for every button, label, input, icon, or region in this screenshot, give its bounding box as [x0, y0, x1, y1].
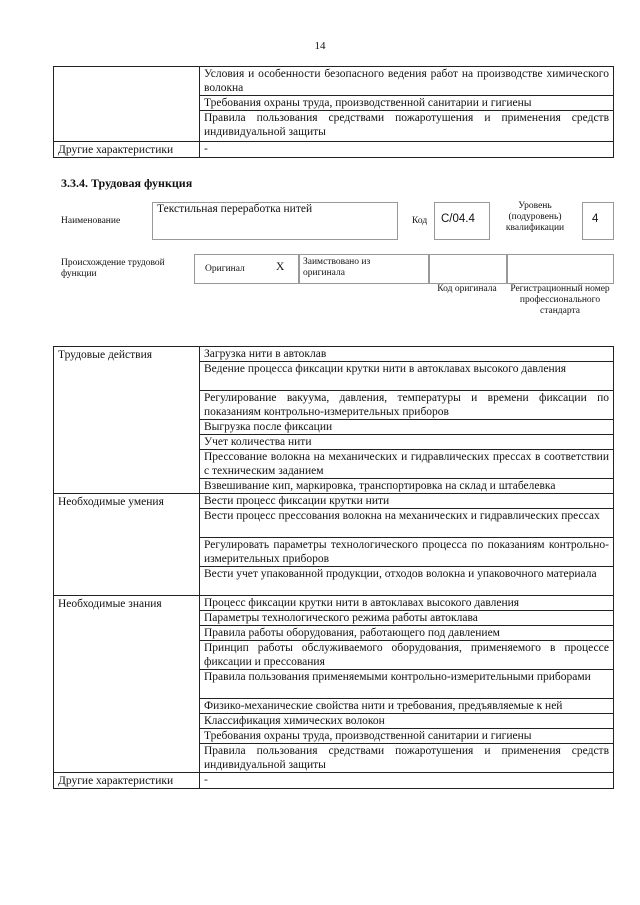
list-item: Выгрузка после фиксации [200, 420, 614, 435]
main-other-value: - [200, 773, 614, 789]
list-item: Учет количества нити [200, 435, 614, 450]
list-item: Загрузка нити в автоклав [200, 347, 614, 362]
list-item: Регулирование вакуума, давления, температуры и времени фиксации по показаниям контрольно-измерительных приборов [200, 391, 614, 420]
original-mark: X [276, 261, 285, 273]
code-original-label: Код оригинала [437, 284, 497, 294]
reg-number-box [506, 254, 614, 284]
page-number: 14 [314, 40, 326, 52]
list-item: Правила работы оборудования, работающего под давлением [200, 626, 614, 641]
top-other-value: - [200, 142, 614, 158]
list-item: Ведение процесса фиксации крутки нити в автоклавах высокого давления [200, 362, 614, 391]
group-label-skills: Необходимые умения [54, 494, 200, 596]
top-table-row: Правила пользования средствами пожаротушения и применения средств индивидуальной защиты [200, 111, 614, 142]
top-table-row: Условия и особенности безопасного ведения работ на производстве химического волокна [200, 67, 614, 96]
list-item: Взвешивание кип, маркировка, транспортировка на склад и штабелевка [200, 479, 614, 494]
group-label-knowledge: Необходимые знания [54, 596, 200, 773]
list-item: Прессование волокна на механических и гидравлических прессах в соответствии с техническим заданием [200, 450, 614, 479]
top-table-empty-label-cell [54, 67, 200, 142]
list-item: Вести учет упакованной продукции, отходов волокна и упаковочного материала [200, 567, 614, 596]
name-label: Наименование [61, 216, 121, 226]
list-item: Правила пользования применяемыми контрольно-измерительными приборами [200, 670, 614, 699]
main-table [53, 346, 614, 789]
top-other-label: Другие характеристики [54, 142, 200, 158]
original-label: Оригинал [205, 264, 245, 274]
code-original-box [428, 254, 508, 284]
name-value: Текстильная переработка нитей [157, 203, 313, 215]
top-table-row: Требования охраны труда, производственной санитарии и гигиены [200, 96, 614, 111]
top-table [53, 66, 614, 158]
list-item: Требования охраны труда, производственной санитарии и гигиены [200, 729, 614, 744]
list-item: Вести процесс прессования волокна на механических и гидравлических прессах [200, 509, 614, 538]
list-item: Физико-механические свойства нити и требования, предъявляемые к ней [200, 699, 614, 714]
list-item: Параметры технологического режима работы автоклава [200, 611, 614, 626]
borrowed-label: Заимствовано из оригинала [303, 257, 371, 278]
section-title: 3.3.4. Трудовая функция [61, 176, 193, 190]
list-item: Принцип работы обслуживаемого оборудования, применяемого в процессе фиксации и прессования [200, 641, 614, 670]
list-item: Вести процесс фиксации крутки нити [200, 494, 614, 509]
code-value: С/04.4 [441, 213, 475, 225]
list-item: Процесс фиксации крутки нити в автоклавах высокого давления [200, 596, 614, 611]
group-label-actions: Трудовые действия [54, 347, 200, 494]
list-item: Правила пользования средствами пожаротушения и применения средств индивидуальной защиты [200, 744, 614, 773]
origin-label: Происхождение трудовой функции [61, 258, 165, 279]
code-label: Код [412, 216, 428, 226]
level-label: Уровень (подуровень) квалификации [505, 201, 565, 233]
list-item: Регулировать параметры технологического процесса по показаниям контрольно-измерительных приборов [200, 538, 614, 567]
level-value: 4 [592, 213, 599, 225]
list-item: Классификация химических волокон [200, 714, 614, 729]
reg-number-label: Регистрационный номер профессионального стандарта [510, 284, 610, 316]
main-other-label: Другие характеристики [54, 773, 200, 789]
